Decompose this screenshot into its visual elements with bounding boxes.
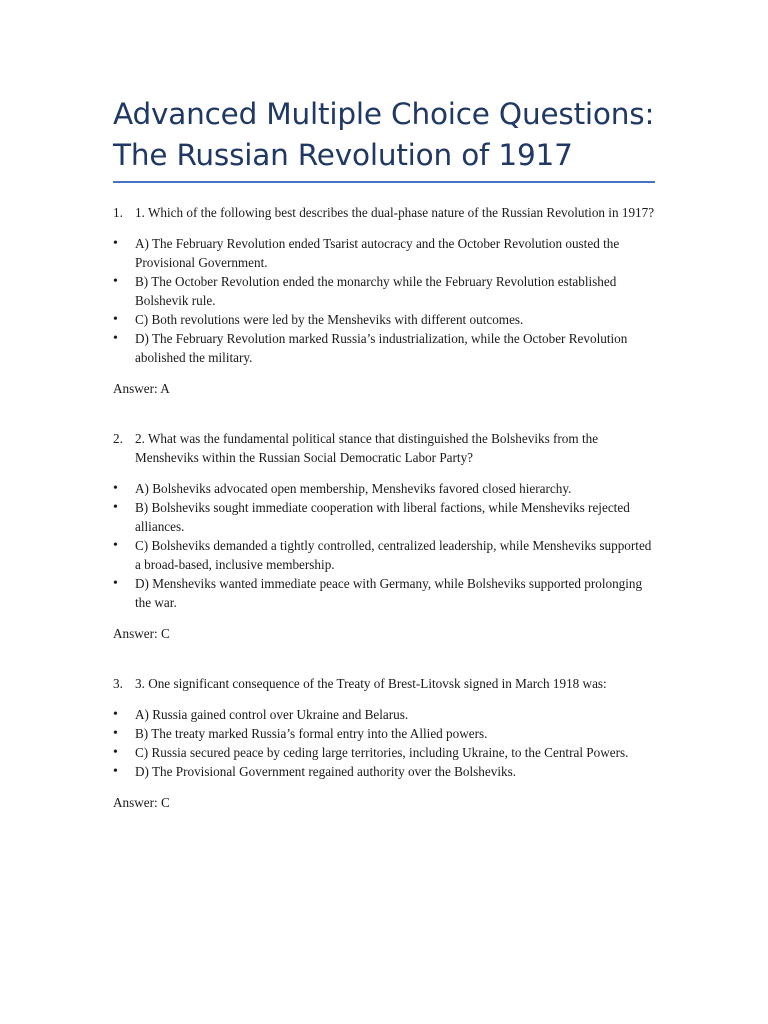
bullet-icon: •: [113, 236, 118, 251]
option-list: [113, 705, 656, 781]
answer-text: Answer: C: [113, 795, 170, 810]
bullet-icon: •: [113, 576, 118, 591]
question-2: [113, 429, 656, 643]
question-stem: [113, 674, 656, 693]
option-b: [113, 724, 656, 743]
bullet-icon: •: [113, 538, 118, 553]
question-text: 3. One significant consequence of the Treaty of Brest-Litovsk signed in March 1918 was:: [135, 676, 607, 691]
question-stem: [113, 429, 656, 467]
title-line-2: The Russian Revolution of 1917: [113, 138, 573, 172]
option-d: [113, 762, 656, 781]
option-text: A) The February Revolution ended Tsarist autocracy and the October Revolution ousted the Provisional Government.: [135, 236, 620, 270]
option-b: [113, 498, 656, 536]
document-page: [113, 0, 656, 812]
option-text: A) Bolsheviks advocated open membership, Mensheviks favored closed hierarchy.: [135, 481, 572, 496]
question-number: 3.: [113, 676, 123, 691]
answer-text: Answer: A: [113, 381, 170, 396]
question-3: [113, 674, 656, 812]
question-1: [113, 203, 656, 398]
option-text: B) The October Revolution ended the monarchy while the February Revolution established Bolshevik rule.: [135, 274, 617, 308]
option-text: D) Mensheviks wanted immediate peace with Germany, while Bolsheviks supported prolonging the war.: [135, 576, 643, 610]
bullet-icon: •: [113, 312, 118, 327]
option-text: D) The Provisional Government regained authority over the Bolsheviks.: [135, 764, 517, 779]
option-a: [113, 479, 656, 498]
bullet-icon: •: [113, 764, 118, 779]
answer-text: Answer: C: [113, 626, 170, 641]
bullet-icon: •: [113, 500, 118, 515]
question-stem: [113, 203, 656, 222]
bullet-icon: •: [113, 274, 118, 289]
bullet-icon: •: [113, 481, 118, 496]
question-number: 2.: [113, 431, 123, 446]
option-list: [113, 234, 656, 367]
option-a: [113, 234, 656, 272]
option-text: C) Bolsheviks demanded a tightly controlled, centralized leadership, while Mensheviks supported a broad-based, inclusive membership.: [135, 538, 652, 572]
option-c: [113, 536, 656, 574]
bullet-icon: •: [113, 726, 118, 741]
bullet-icon: •: [113, 707, 118, 722]
bullet-icon: •: [113, 331, 118, 346]
option-d: [113, 329, 656, 367]
option-c: [113, 310, 656, 329]
option-list: [113, 479, 656, 612]
option-text: D) The February Revolution marked Russia’s industrialization, while the October Revolution abolished the military.: [135, 331, 628, 365]
option-b: [113, 272, 656, 310]
page-title: [113, 0, 656, 176]
title-divider: [113, 181, 655, 183]
bullet-icon: •: [113, 745, 118, 760]
question-text: 2. What was the fundamental political stance that distinguished the Bolsheviks from the Mensheviks within the Russian Social Democratic Labor Party?: [135, 431, 599, 465]
option-text: A) Russia gained control over Ukraine and Belarus.: [135, 707, 409, 722]
title-line-1: Advanced Multiple Choice Questions:: [113, 97, 655, 131]
option-a: [113, 705, 656, 724]
option-text: C) Both revolutions were led by the Mensheviks with different outcomes.: [135, 312, 524, 327]
option-c: [113, 743, 656, 762]
option-text: B) Bolsheviks sought immediate cooperation with liberal factions, while Mensheviks rejected alliances.: [135, 500, 630, 534]
option-text: B) The treaty marked Russia’s formal entry into the Allied powers.: [135, 726, 488, 741]
option-text: C) Russia secured peace by ceding large territories, including Ukraine, to the Central Powers.: [135, 745, 629, 760]
option-d: [113, 574, 656, 612]
question-number: 1.: [113, 205, 123, 220]
question-text: 1. Which of the following best describes the dual-phase nature of the Russian Revolution in 1917?: [135, 205, 655, 220]
